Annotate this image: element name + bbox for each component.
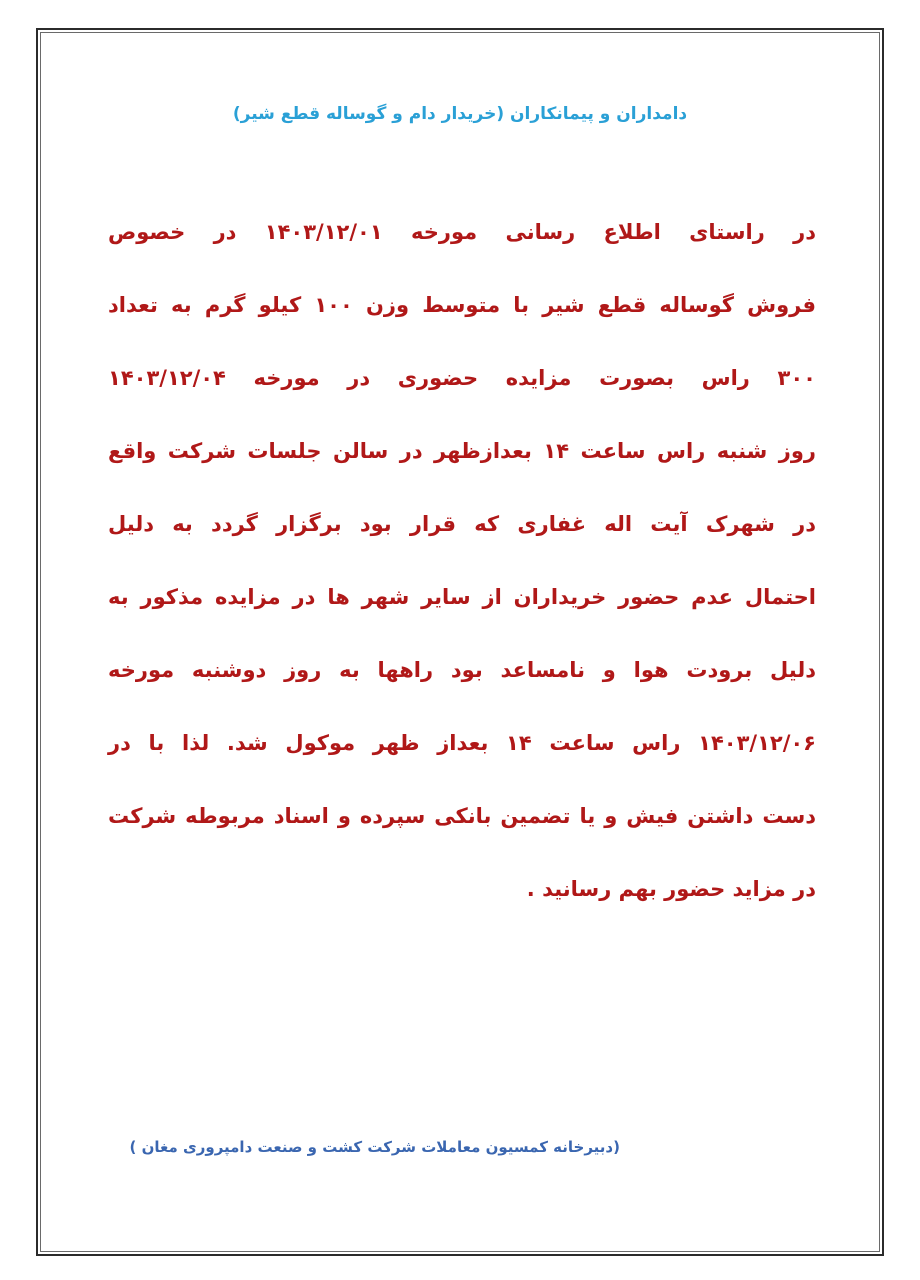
body-line: روز شنبه راس ساعت ۱۴ بعدازظهر در سالن جلسات شرکت واقع xyxy=(108,439,816,463)
announcement-body xyxy=(108,196,816,926)
body-line: در راستای اطلاع رسانی مورخه ۱۴۰۳/۱۲/۰۱ در خصوص xyxy=(108,220,817,244)
body-line: فروش گوساله قطع شیر با متوسط وزن ۱۰۰ کیلو گرم به تعداد xyxy=(108,293,816,317)
body-line: ۱۴۰۳/۱۲/۰۶ راس ساعت ۱۴ بعداز ظهر موکول شد. لذا با در xyxy=(108,731,817,755)
body-line: احتمال عدم حضور خریداران از سایر شهر ها در مزایده مذکور به xyxy=(108,585,816,609)
body-line: ۳۰۰ راس بصورت مزایده حضوری در مورخه ۱۴۰۳/۱۲/۰۴ xyxy=(108,366,816,390)
document-footer-signature: (دبیرخانه کمسیون معاملات شرکت کشت و صنعت دامپروری مغان ) xyxy=(129,1138,620,1156)
body-line-last: در مزاید حضور بهم رسانید . xyxy=(526,877,816,901)
document-heading: دامداران و پیمانکاران (خریدار دام و گوساله قطع شیر) xyxy=(232,104,688,124)
body-line: دست داشتن فیش و یا تضمین بانکی سپرده و اسناد مربوطه شرکت xyxy=(108,804,816,828)
body-line: دلیل برودت هوا و نامساعد بود راهها به روز دوشنبه مورخه xyxy=(108,658,816,682)
body-line: در شهرک آیت اله غفاری که قرار بود برگزار گردد به دلیل xyxy=(108,512,816,536)
